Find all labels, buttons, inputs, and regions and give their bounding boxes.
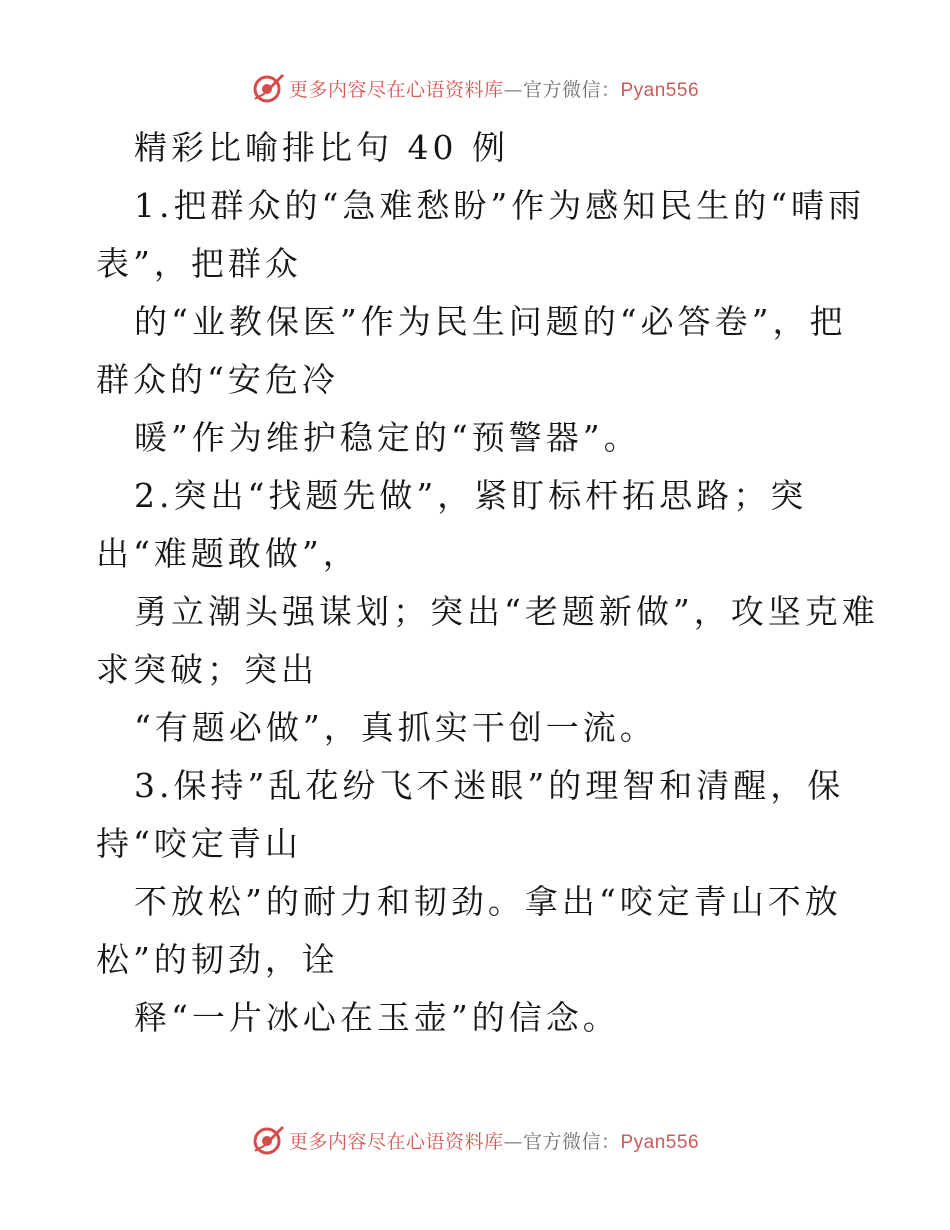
watermark-site-text: 更多内容尽在心语资料库 — [288, 78, 504, 101]
text-line: 求突破；突出 — [96, 650, 318, 689]
text-line: 1.把群众的“急难愁盼”作为感知民生的“晴雨 — [134, 186, 866, 225]
document-title: 精彩比喻排比句 40 例 — [134, 128, 509, 167]
watermark-dash: — — [503, 1130, 523, 1153]
watermark-text — [289, 1127, 699, 1154]
watermark-official-label: 官方微信： — [522, 1130, 621, 1153]
text-line: 持“咬定青山 — [96, 824, 302, 863]
watermark-wechat-id: Pyan556 — [620, 1131, 700, 1153]
text-line: 勇立潮头强谋划；突出“老题新做”，攻坚克难 — [134, 592, 879, 631]
text-line: 松”的韧劲，诠 — [96, 940, 339, 979]
text-line: 出“难题敢做”， — [96, 534, 360, 573]
text-line: 释“一片冰心在玉壶”的信念。 — [134, 998, 620, 1037]
footer-watermark — [0, 1120, 950, 1160]
watermark-text — [289, 75, 699, 102]
watermark-site-text: 更多内容尽在心语资料库 — [288, 1130, 504, 1153]
text-line: 3.保持”乱花纷飞不迷眼”的理智和清醒，保 — [134, 766, 845, 805]
header-watermark — [0, 68, 950, 108]
text-line: 表”，把群众 — [96, 244, 302, 283]
text-line: 暖”作为维护稳定的“预警器”。 — [134, 418, 641, 457]
text-line: 的“业教保医”作为民生问题的“必答卷”，把 — [134, 302, 847, 341]
watermark-official-label: 官方微信： — [522, 78, 621, 101]
text-line: 不放松”的耐力和韧劲。拿出“咬定青山不放 — [134, 882, 842, 921]
text-line: 群众的“安危冷 — [96, 360, 339, 399]
pen-logo-icon — [251, 1123, 285, 1157]
watermark-dash: — — [503, 78, 523, 101]
watermark-wechat-id: Pyan556 — [620, 79, 700, 101]
pen-logo-icon — [251, 71, 285, 105]
text-line: 2.突出“找题先做”，紧盯标杆拓思路；突 — [134, 476, 808, 515]
text-line: “有题必做”，真抓实干创一流。 — [134, 708, 657, 747]
